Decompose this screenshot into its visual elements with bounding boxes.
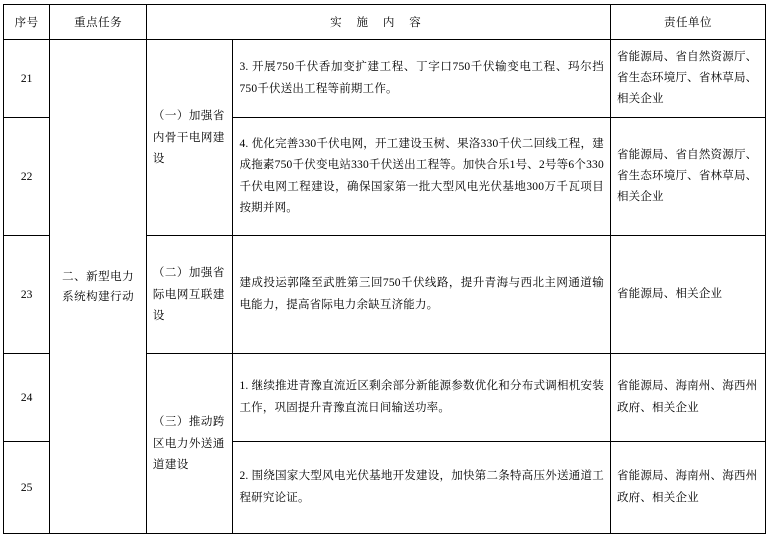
column-header-seq: 序号 <box>4 5 50 40</box>
row-seq: 23 <box>4 236 50 354</box>
row-content: 3. 开展750千伏香加变扩建工程、丁字口750千伏输变电工程、玛尔挡750千伏送出工程等前期工作。 <box>233 40 610 118</box>
subtask-cell-a: （一）加强省内骨干电网建设 <box>146 40 233 236</box>
row-unit: 省能源局、相关企业 <box>610 236 765 354</box>
row-content: 1. 继续推进青豫直流近区剩余部分新能源参数优化和分布式调相机安装工作，巩固提升青豫直流日间输送功率。 <box>233 354 610 442</box>
row-unit: 省能源局、省自然资源厅、省生态环境厅、省林草局、相关企业 <box>610 118 765 236</box>
row-seq: 22 <box>4 118 50 236</box>
row-unit: 省能源局、海南州、海西州政府、相关企业 <box>610 354 765 442</box>
table-row <box>4 40 766 118</box>
table-body <box>4 40 766 534</box>
task-group-cell: 二、新型电力系统构建行动 <box>50 40 147 534</box>
table-header <box>4 5 766 40</box>
row-seq: 24 <box>4 354 50 442</box>
row-content: 4. 优化完善330千伏电网，开工建设玉树、果洛330千伏二回线工程，建成拖素750千伏变电站330千伏送出工程等。加快合乐1号、2号等6个330千伏电网工程建设，确保国家第一批大型风电光伏基地300万千瓦项目按期并网。 <box>233 118 610 236</box>
row-content: 建成投运郭隆至武胜第三回750千伏线路，提升青海与西北主网通道输电能力，提高省际电力余缺互济能力。 <box>233 236 610 354</box>
column-header-content: 实 施 内 容 <box>146 5 610 40</box>
subtask-cell-c: （三）推动跨区电力外送通道建设 <box>146 354 233 534</box>
action-plan-table <box>3 4 766 534</box>
column-header-unit: 责任单位 <box>610 5 765 40</box>
column-header-task: 重点任务 <box>50 5 147 40</box>
row-content: 2. 围绕国家大型风电光伏基地开发建设，加快第二条特高压外送通道工程研究论证。 <box>233 442 610 534</box>
row-unit: 省能源局、海南州、海西州政府、相关企业 <box>610 442 765 534</box>
row-unit: 省能源局、省自然资源厅、省生态环境厅、省林草局、相关企业 <box>610 40 765 118</box>
subtask-cell-b: （二）加强省际电网互联建设 <box>146 236 233 354</box>
row-seq: 21 <box>4 40 50 118</box>
table-header-row <box>4 5 766 40</box>
row-seq: 25 <box>4 442 50 534</box>
